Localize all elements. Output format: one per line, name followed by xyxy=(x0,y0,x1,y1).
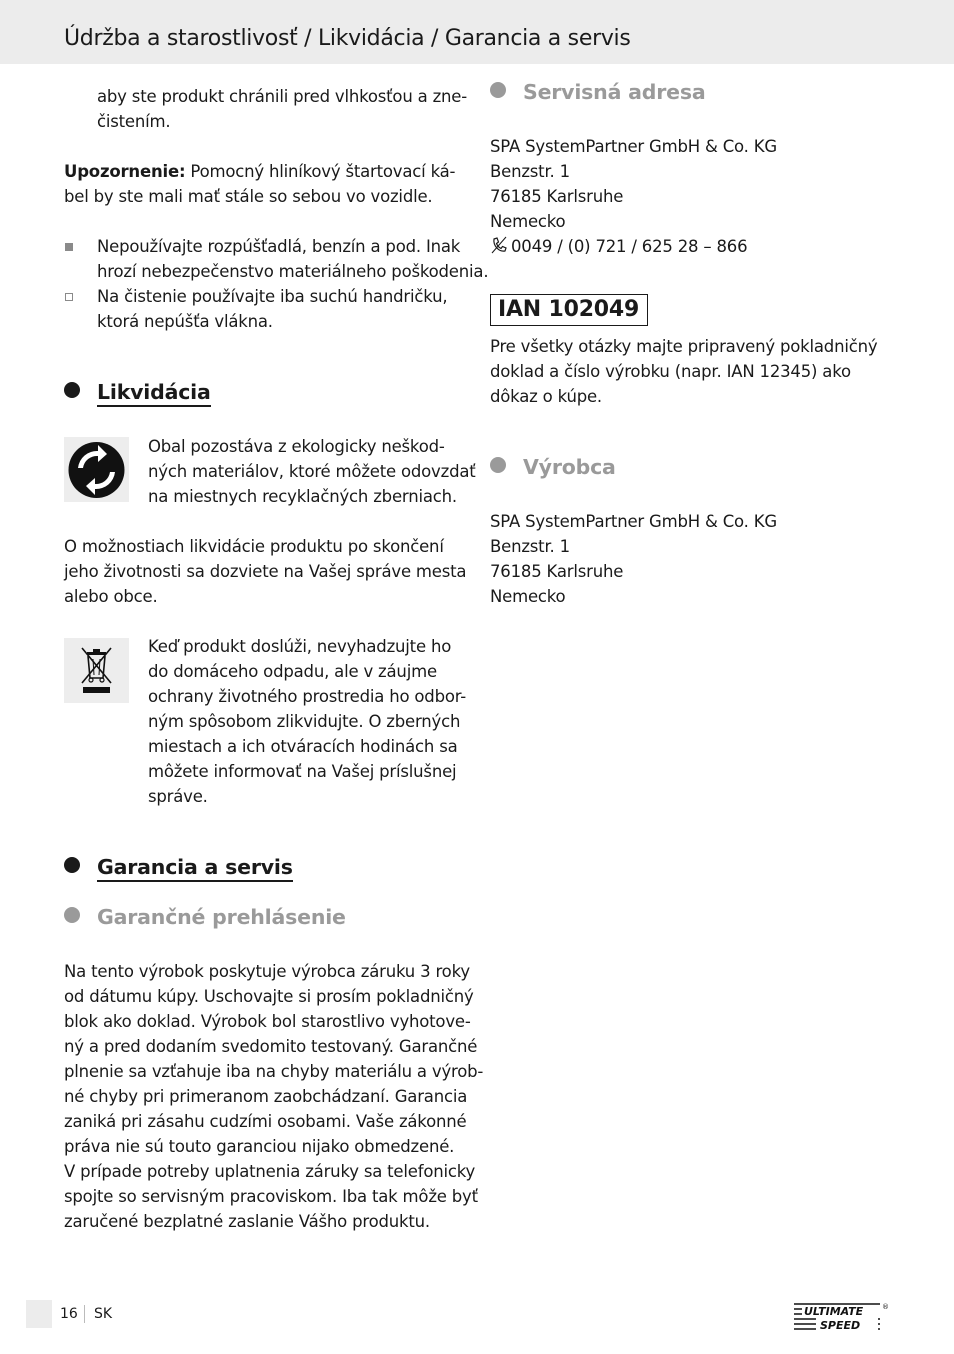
heading-garancia: Garancia a servis xyxy=(64,855,293,880)
page-number: 16 xyxy=(60,1306,78,1322)
service-phone: 0049 / (0) 721 / 625 28 – 866 xyxy=(511,237,748,256)
recycling-text: Obal pozostáva z ekologicky neškod- ných materiálov, ktoré môžete odovzdať na miestnych recyklačných zberniach. xyxy=(148,437,476,506)
ian-number: IAN 102049 xyxy=(498,297,640,322)
bullet-dot-icon xyxy=(64,907,80,923)
ian-note: Pre všetky otázky majte pripravený pokladničný doklad a číslo výrobku (napr. IAN 12345) ako dôkaz o kúpe. xyxy=(490,337,878,406)
filled-square-bullet-icon xyxy=(65,243,73,251)
ultimate-speed-logo xyxy=(792,1300,890,1336)
page-title: Údržba a starostlivosť / Likvidácia / Garancia a servis xyxy=(64,26,631,51)
phone-icon xyxy=(490,236,508,254)
svg-text:SPEED: SPEED xyxy=(820,1319,861,1332)
list-item: Na čistenie používajte iba suchú handričku, ktorá nepúšťa vlákna. xyxy=(97,287,448,331)
warning-label: Upozornenie: xyxy=(64,162,186,181)
intro-paragraph: aby ste produkt chránili pred vlhkosťou a zne- čistením. xyxy=(97,87,468,131)
language-code: SK xyxy=(94,1306,113,1322)
recycling-icon xyxy=(64,437,129,502)
crossed-bin-icon xyxy=(64,638,129,703)
bullet-dot-icon xyxy=(64,857,80,873)
heading-servisna-adresa: Servisná adresa xyxy=(490,80,706,105)
ian-box xyxy=(490,294,648,326)
service-address: SPA SystemPartner GmbH & Co. KG Benzstr. 1 76185 Karlsruhe Nemecko 0049 / (0) 721 / 625 28 – 866 xyxy=(490,137,777,256)
heading-likvidacia: Likvidácia xyxy=(64,380,211,405)
bullet-dot-icon xyxy=(490,457,506,473)
bullet-dot-icon xyxy=(64,382,80,398)
page-header xyxy=(0,0,954,64)
heading-garancne-prehlasenie: Garančné prehlásenie xyxy=(64,905,346,930)
footer-marker xyxy=(26,1300,52,1328)
svg-text:ULTIMATE: ULTIMATE xyxy=(804,1305,864,1318)
svg-text:®: ® xyxy=(882,1303,889,1311)
list-item: Nepoužívajte rozpúšťadlá, benzín a pod. Inak hrozí nebezpečenstvo materiálneho poškodenia. xyxy=(97,237,489,281)
warranty-paragraph: Na tento výrobok poskytuje výrobca záruku 3 roky od dátumu kúpy. Uschovajte si prosím pokladničný blok ako doklad. Výrobok bol starostlivo vyhotove- ný a pred dodaním svedomito testovaný. Garančné plnenie sa vzťahuje iba na chyby materiálu a výrob- né chyby pri primeranom zaobchádzaní. Garancia zaniká pri zásahu cudzími osobami. Vaše zákonné práva nie sú touto garanciou nijako obmedzené. V prípade potreby uplatnenia záruky sa telefonicky spojte so servisným pracoviskom. Iba tak môže byť zaručené bezplatné zaslanie Vášho produktu. xyxy=(64,962,484,1231)
disposal-paragraph: O možnostiach likvidácie produktu po skončení jeho životnosti sa dozviete na Vašej správe mesta alebo obce. xyxy=(64,537,467,606)
footer-divider xyxy=(84,1305,85,1323)
manufacturer-address: SPA SystemPartner GmbH & Co. KG Benzstr. 1 76185 Karlsruhe Nemecko xyxy=(490,512,777,606)
heading-vyrobca: Výrobca xyxy=(490,455,616,480)
warning-paragraph: Upozornenie: Pomocný hliníkový štartovací ká- bel by ste mali mať stále so sebou vo vozidle. xyxy=(64,162,456,206)
bullet-dot-icon xyxy=(490,82,506,98)
weee-text: Keď produkt doslúži, nevyhadzujte ho do domáceho odpadu, ale v záujme ochrany životného prostredia ho odbor- ným spôsobom zlikvidujte. O zberných miestach a ich otváracích hodinách sa môžete informovať na Vašej príslušnej správe. xyxy=(148,637,467,806)
hollow-square-bullet-icon xyxy=(65,293,73,301)
